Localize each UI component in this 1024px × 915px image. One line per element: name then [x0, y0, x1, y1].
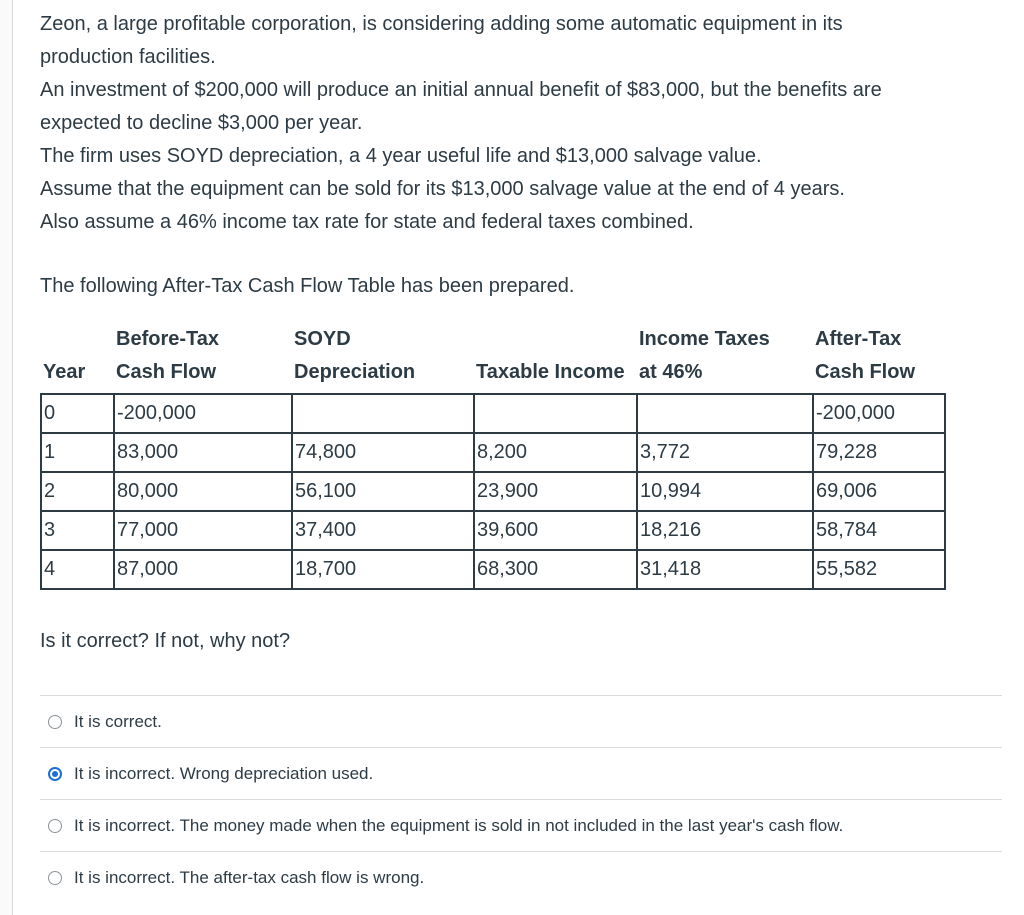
table-intro: The following After-Tax Cash Flow Table has been prepared.	[40, 275, 575, 297]
cell-before-tax-cash-flow: 80,000	[114, 472, 292, 511]
table-row	[41, 472, 945, 511]
cell-income-taxes	[637, 394, 813, 433]
header-before-tax-cash-flow: Before-Tax Cash Flow	[116, 328, 219, 383]
cell-after-tax-cash-flow: 55,582	[813, 550, 945, 589]
table-row	[41, 433, 945, 472]
header-income-taxes: Income Taxes at 46%	[639, 328, 770, 383]
cell-before-tax-cash-flow: 87,000	[114, 550, 292, 589]
answer-label: It is incorrect. Wrong depreciation used.	[74, 763, 374, 783]
prompt-line: Also assume a 46% income tax rate for state and federal taxes combined.	[40, 211, 694, 233]
question-text: Is it correct? If not, why not?	[40, 630, 291, 652]
question-prompt	[40, 8, 1000, 239]
answer-options	[40, 695, 1002, 903]
cell-taxable-income: 8,200	[474, 433, 637, 472]
cell-after-tax-cash-flow: 79,228	[813, 433, 945, 472]
answer-option[interactable]	[40, 852, 1002, 903]
cell-income-taxes: 31,418	[637, 550, 813, 589]
header-after-tax-cash-flow: After-Tax Cash Flow	[815, 328, 916, 383]
table-row	[41, 511, 945, 550]
cell-income-taxes: 18,216	[637, 511, 813, 550]
cell-taxable-income: 39,600	[474, 511, 637, 550]
cell-year: 4	[41, 550, 114, 589]
radio-button[interactable]	[48, 715, 62, 729]
prompt-line: expected to decline $3,000 per year.	[40, 112, 363, 134]
radio-button[interactable]	[48, 819, 62, 833]
answer-label: It is incorrect. The money made when the equipment is sold in not included in the last year's cash flow.	[74, 815, 844, 835]
cell-before-tax-cash-flow: -200,000	[114, 394, 292, 433]
radio-button[interactable]	[48, 871, 62, 885]
cell-depreciation: 74,800	[292, 433, 474, 472]
answer-option[interactable]	[40, 748, 1002, 800]
radio-button[interactable]	[48, 767, 62, 781]
header-year: Year	[43, 361, 86, 383]
cell-before-tax-cash-flow: 83,000	[114, 433, 292, 472]
cell-after-tax-cash-flow: -200,000	[813, 394, 945, 433]
cell-year: 1	[41, 433, 114, 472]
cell-taxable-income	[474, 394, 637, 433]
cell-depreciation	[292, 394, 474, 433]
table-header-row	[41, 323, 945, 394]
cell-income-taxes: 10,994	[637, 472, 813, 511]
cell-before-tax-cash-flow: 77,000	[114, 511, 292, 550]
cell-taxable-income: 23,900	[474, 472, 637, 511]
prompt-line: production facilities.	[40, 46, 216, 68]
cell-after-tax-cash-flow: 69,006	[813, 472, 945, 511]
table-row	[41, 550, 945, 589]
header-soyd-depreciation: SOYD Depreciation	[294, 328, 416, 383]
answer-label: It is correct.	[74, 711, 162, 731]
prompt-line: Assume that the equipment can be sold for its $13,000 salvage value at the end of 4 years.	[40, 178, 845, 200]
after-tax-cash-flow-table	[40, 323, 946, 590]
prompt-line: Zeon, a large profitable corporation, is considering adding some automatic equipment in its	[40, 13, 843, 35]
prompt-line: An investment of $200,000 will produce an initial annual benefit of $83,000, but the benefits are	[40, 79, 882, 101]
prompt-line: The firm uses SOYD depreciation, a 4 year useful life and $13,000 salvage value.	[40, 145, 762, 167]
header-taxable-income: Taxable Income	[476, 361, 625, 383]
cell-depreciation: 37,400	[292, 511, 474, 550]
left-frame-edge	[0, 0, 13, 915]
table-row	[41, 394, 945, 433]
cell-year: 3	[41, 511, 114, 550]
answer-option[interactable]	[40, 800, 1002, 852]
cell-year: 0	[41, 394, 114, 433]
cell-income-taxes: 3,772	[637, 433, 813, 472]
cell-depreciation: 18,700	[292, 550, 474, 589]
cell-year: 2	[41, 472, 114, 511]
cell-taxable-income: 68,300	[474, 550, 637, 589]
answer-label: It is incorrect. The after-tax cash flow is wrong.	[74, 867, 425, 887]
cell-depreciation: 56,100	[292, 472, 474, 511]
cell-after-tax-cash-flow: 58,784	[813, 511, 945, 550]
answer-option[interactable]	[40, 696, 1002, 748]
